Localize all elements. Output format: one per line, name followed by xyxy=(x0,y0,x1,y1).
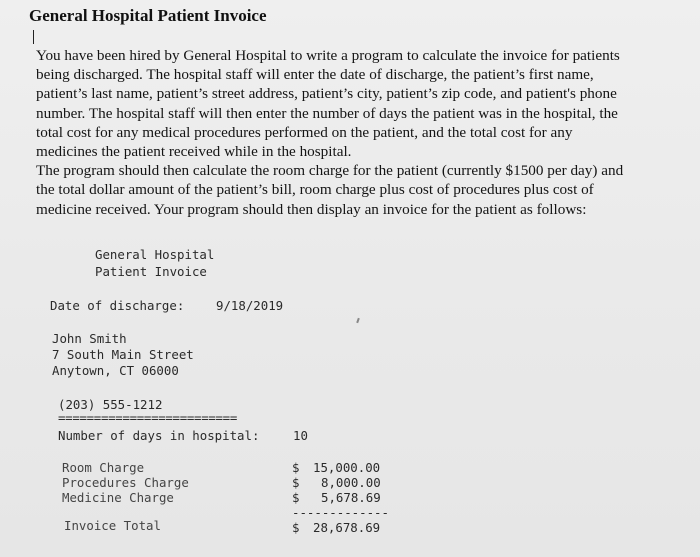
patient-name: John Smith xyxy=(52,331,127,346)
total-currency: $ xyxy=(292,520,300,535)
stray-mark xyxy=(356,318,360,323)
text-cursor xyxy=(33,30,34,44)
paragraph-line: You have been hired by General Hospital to write a program to calculate the invoice for patients xyxy=(36,47,620,64)
paragraph-line: number. The hospital staff will then enter the number of days the patient was in the hospital, the xyxy=(36,104,618,122)
total-rule: ------------- xyxy=(292,505,389,520)
paragraph-line: total cost for any medical procedures performed on the patient, and the total cost for any xyxy=(36,123,573,141)
assignment-paragraph xyxy=(36,46,696,219)
patient-phone: (203) 555-1212 xyxy=(58,397,163,412)
invoice-header-hospital: General Hospital xyxy=(95,247,215,262)
paragraph-line: The program should then calculate the room charge for the patient (currently $1500 per day) and xyxy=(36,162,624,180)
paragraph-line: the total dollar amount of the patient’s bill, room charge plus cost of procedures plus cost of xyxy=(36,181,594,199)
paragraph-line: being discharged. The hospital staff will enter the date of discharge, the patient’s first name, xyxy=(36,66,594,84)
charge-currency: $ xyxy=(292,460,300,475)
charge-amount: 15,000.00 xyxy=(313,460,381,475)
days-label: Number of days in hospital: xyxy=(58,428,260,443)
charge-label: Medicine Charge xyxy=(62,490,174,505)
charge-amount: 8,000.00 xyxy=(321,475,381,490)
paragraph-line: patient’s last name, patient’s street address, patient’s city, patient’s zip code, and patient's phone xyxy=(36,85,617,103)
total-label: Invoice Total xyxy=(64,518,161,533)
charge-label: Procedures Charge xyxy=(62,475,189,490)
discharge-date-value: 9/18/2019 xyxy=(216,298,284,313)
paragraph-line: medicines the patient received while in the hospital. xyxy=(36,143,352,161)
total-amount: 28,678.69 xyxy=(313,520,381,535)
days-value: 10 xyxy=(293,428,308,443)
discharge-date-label: Date of discharge: xyxy=(50,298,185,313)
patient-street: 7 South Main Street xyxy=(52,347,194,362)
patient-city-line: Anytown, CT 06000 xyxy=(52,363,179,378)
charge-currency: $ xyxy=(292,475,300,490)
document-title: General Hospital Patient Invoice xyxy=(29,6,267,25)
charge-label: Room Charge xyxy=(62,460,145,475)
charge-amount: 5,678.69 xyxy=(321,490,381,505)
paragraph-line: medicine received. Your program should then display an invoice for the patient as follows: xyxy=(36,200,587,218)
separator-line: ========================= xyxy=(58,410,237,425)
charge-currency: $ xyxy=(292,490,300,505)
invoice-header-title: Patient Invoice xyxy=(95,264,207,279)
